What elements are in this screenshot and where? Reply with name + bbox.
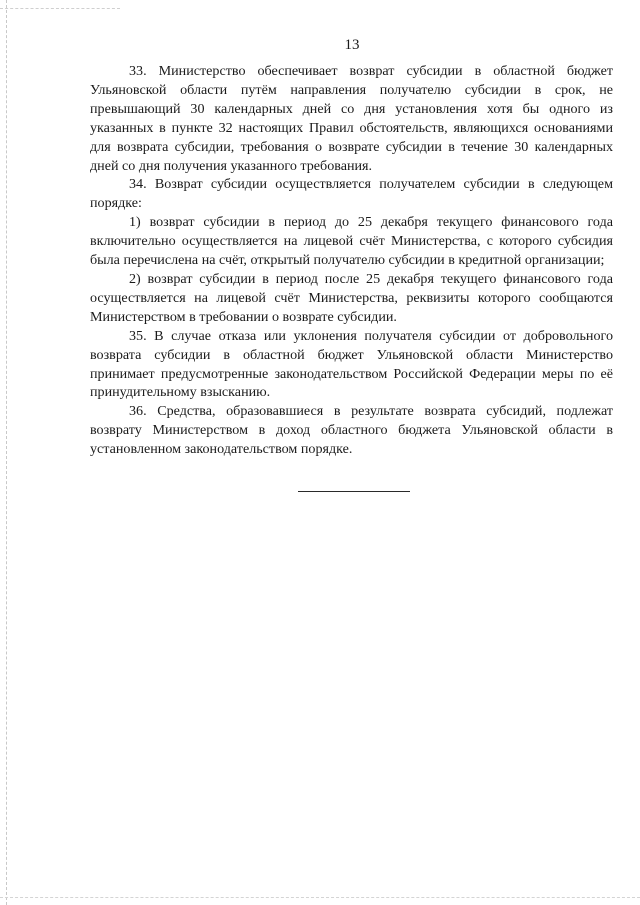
scan-edge-top <box>0 8 120 10</box>
closing-divider <box>298 491 410 492</box>
paragraph-34-item-1: 1) возврат субсидии в период до 25 декабря текущего финансового года включительно осуществляется на лицевой счёт Министерства, с которого субсидия была перечислена на счёт, открытый получателю субсидии в кредитной организации; <box>90 214 613 269</box>
page-number: 13 <box>344 37 360 53</box>
paragraph-35: 35. В случае отказа или уклонения получателя субсидии от добровольного возврата субсидии в областной бюджет Ульяновской области Министерство принимает предусмотренные законодательством Российской Федерации меры по её принудительному взысканию. <box>90 327 613 401</box>
paragraph-33: 33. Министерство обеспечивает возврат субсидии в областной бюджет Ульяновской области путём направления получателю субсидии в срок, не превышающий 30 календарных дней со дня установления хотя бы одного из указанных в пункте 32 настоящих Правил обстоятельств, являющихся основаниями для возврата субсидии, требования о возврате субсидии в течение 30 календарных дней со дня получения указанного требования. <box>90 63 613 174</box>
document-body <box>90 62 613 459</box>
paragraph-34: 34. Возврат субсидии осуществляется получателем субсидии в следующем порядке: <box>90 176 613 212</box>
paragraph-34-item-2: 2) возврат субсидии в период после 25 декабря текущего финансового года осуществляется на лицевой счёт Министерства, реквизиты которого сообщаются Министерством в требовании о возврате субсидии. <box>90 270 613 325</box>
scan-edge-bottom <box>0 897 640 899</box>
paragraph-36: 36. Средства, образовавшиеся в результате возврата субсидий, подлежат возврату Министерством в доход областного бюджета Ульяновской области в установленном законодательством порядке. <box>90 403 613 458</box>
scan-edge-left <box>6 0 8 905</box>
